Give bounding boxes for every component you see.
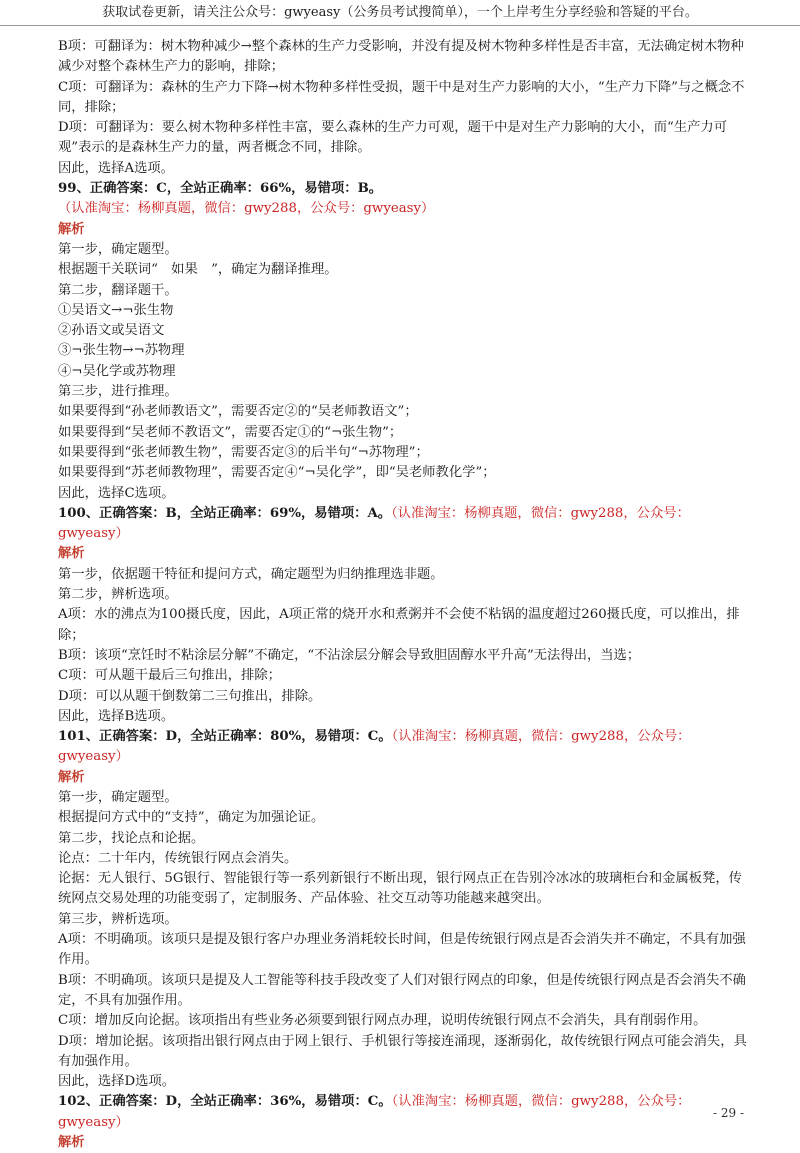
page-number: - 29 -	[712, 1106, 744, 1120]
body-line: D项：可翻译为：要么树木物种多样性丰富，要么森林的生产力可观，题干中是对生产力影响的大小，而“生产力可观”表示的是森林生产力的量，两者概念不同，排除。	[58, 120, 728, 156]
body-line: 第一步，确定题型。	[58, 789, 178, 805]
answer-summary: 101、正确答案：D，全站正确率：80%，易错项：C。	[58, 729, 392, 745]
analysis-heading: 解析	[58, 769, 85, 785]
body-line: B项：不明确项。该项只是提及人工智能等科技手段改变了人们对银行网点的印象，但是传统银行网点是否会消失不确定，不具有加强作用。	[58, 972, 746, 1008]
body-line: B项：该项“烹饪时不粘涂层分解”不确定，“不沾涂层分解会导致胆固醇水平升高”无法得出，当选；	[58, 647, 641, 663]
answer-summary: 99、正确答案：C，全站正确率：66%，易错项：B。	[58, 181, 383, 197]
body-line: ③¬张生物→¬苏物理	[58, 343, 185, 359]
body-line: 根据提问方式中的“支持”，确定为加强论证。	[58, 810, 325, 826]
body-line: 因此，选择A选项。	[58, 160, 174, 176]
body-line: C项：可从题干最后三句推出，排除；	[58, 668, 281, 684]
analysis-heading: 解析	[58, 1135, 85, 1151]
body-line: C项：增加反向论据。该项指出有些业务必须要到银行网点办理，说明传统银行网点不会消失，具有削弱作用。	[58, 1013, 707, 1029]
body-line: 因此，选择D选项。	[58, 1074, 176, 1090]
body-line: ②孙语文或吴语文	[58, 323, 165, 339]
answer-summary: 100、正确答案：B，全站正确率：69%，易错项：A。	[58, 505, 392, 521]
question-answer-line	[58, 179, 748, 220]
promo-note: （认准淘宝：杨柳真题，微信：gwy288，公众号：gwyeasy）	[58, 1094, 691, 1130]
body-line: 第二步，辨析选项。	[58, 587, 178, 603]
body-line: 第三步，进行推理。	[58, 384, 178, 400]
body-line: 第一步，依据题干特征和提问方式，确定题型为归纳推理选非题。	[58, 566, 444, 582]
body-line: C项：可翻译为：森林的生产力下降→树木物种多样性受损，题干中是对生产力影响的大小，“生产力下降”与之概念不同，排除；	[58, 79, 745, 115]
document-body	[58, 37, 748, 1153]
body-line: 因此，选择B选项。	[58, 708, 175, 724]
body-line: 第三步，辨析选项。	[58, 911, 178, 927]
promo-note: （认准淘宝：杨柳真题，微信：gwy288，公众号：gwyeasy）	[58, 505, 690, 542]
question-answer-line	[58, 727, 748, 768]
body-line: 因此，选择C选项。	[58, 485, 175, 501]
body-line: 根据题干关联词“ 如果 ”，确定为翻译推理。	[58, 262, 338, 278]
body-line: 论点：二十年内，传统银行网点会消失。	[58, 850, 298, 866]
promo-note: （认准淘宝：杨柳真题，微信：gwy288，公众号：gwyeasy）	[58, 201, 435, 217]
body-line: 如果要得到“吴老师不教语文”，需要否定①的“¬张生物”；	[58, 424, 403, 440]
body-line: 第二步，翻译题干。	[58, 282, 178, 298]
analysis-heading: 解析	[58, 221, 85, 237]
page-header: 获取试卷更新，请关注公众号：gwyeasy（公务员考试搜简单），一个上岸考生分享经验和答疑的平台。	[0, 0, 800, 26]
body-line: 如果要得到“张老师教生物”，需要否定③的后半句“¬苏物理”；	[58, 444, 429, 460]
answer-summary: 102、正确答案：D，全站正确率：36%，易错项：C。	[58, 1094, 392, 1110]
body-line: D项：增加论据。该项指出银行网点由于网上银行、手机银行等接连涌现，逐渐弱化，故传统银行网点可能会消失，具有加强作用。	[58, 1033, 747, 1069]
analysis-heading: 解析	[58, 546, 85, 562]
body-line: B项：可翻译为：树木物种减少→整个森林的生产力受影响，并没有提及树木物种多样性是否丰富，无法确定树木物种减少对整个森林生产力的影响，排除；	[58, 39, 744, 75]
body-line: 如果要得到“苏老师教物理”，需要否定④“¬吴化学”，即“吴老师教化学”；	[58, 465, 496, 481]
question-answer-line	[58, 504, 748, 545]
body-line: ④¬吴化学或苏物理	[58, 363, 176, 379]
body-line: 论据：无人银行、5G银行、智能银行等一系列新银行不断出现，银行网点正在告别冷冰冰的玻璃柜台和金属板凳，传统网点交易处理的功能变弱了，定制服务、产品体验、社交互动等功能越来越突出。	[58, 871, 742, 907]
body-line: A项：不明确项。该项只是提及银行客户办理业务消耗较长时间，但是传统银行网点是否会消失并不确定，不具有加强作用。	[58, 932, 746, 968]
question-answer-line	[58, 1092, 748, 1133]
body-line: 第二步，找论点和论据。	[58, 830, 205, 846]
body-line: D项：可以从题干倒数第二三句推出，排除。	[58, 688, 322, 704]
body-line: A项：水的沸点为100摄氏度，因此，A项正常的烧开水和煮粥并不会使不粘锅的温度超过260摄氏度，可以推出，排除；	[58, 607, 740, 643]
promo-note: （认准淘宝：杨柳真题，微信：gwy288，公众号：gwyeasy）	[58, 729, 691, 765]
body-line: ①吴语文→¬张生物	[58, 302, 174, 318]
body-line: 第一步，确定题型。	[58, 241, 178, 257]
body-line: 如果要得到“孙老师教语文”，需要否定②的“吴老师教语文”；	[58, 404, 418, 420]
